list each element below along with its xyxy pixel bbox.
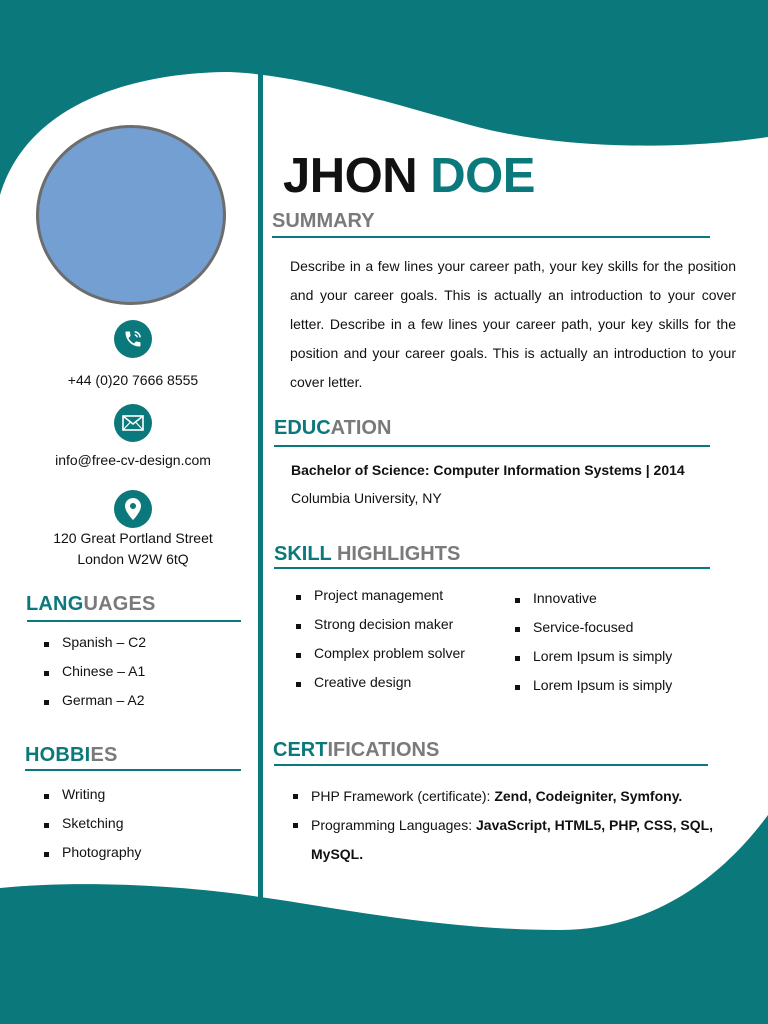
list-item: Creative design bbox=[296, 674, 465, 703]
list-item: Photography bbox=[44, 844, 141, 873]
hobbies-heading-accent: HOBBI bbox=[25, 744, 91, 766]
cert-value: Zend, Codeigniter, Symfony. bbox=[494, 788, 683, 804]
full-name bbox=[283, 146, 535, 206]
envelope-icon bbox=[114, 404, 152, 442]
education-school: Columbia University, NY bbox=[291, 490, 442, 506]
skills-rule bbox=[274, 567, 710, 569]
list-item: Spanish – C2 bbox=[44, 634, 146, 663]
first-name: JHON bbox=[283, 149, 418, 203]
skills-heading-rest: HIGHLIGHTS bbox=[331, 543, 461, 565]
education-heading bbox=[274, 417, 391, 440]
summary-text: Describe in a few lines your career path, your key skills for the position and your career goals. This is actually an introduction to your cover letter. Describe in a few lines your career path, your key skills for the position and your career goals. This is actually an introduction to your cover letter. bbox=[290, 258, 736, 390]
languages-heading bbox=[26, 593, 156, 616]
languages-heading-accent: LANG bbox=[26, 593, 84, 615]
languages-list bbox=[44, 634, 146, 721]
list-item: Writing bbox=[44, 786, 141, 815]
list-item: Lorem Ipsum is simply bbox=[515, 677, 672, 706]
education-heading-rest: ATION bbox=[330, 417, 392, 439]
education-heading-accent: EDUC bbox=[274, 417, 331, 439]
list-item: Project management bbox=[296, 587, 465, 616]
hobbies-rule bbox=[25, 769, 241, 771]
phone-icon bbox=[114, 320, 152, 358]
education-rule bbox=[274, 445, 710, 447]
list-item: Complex problem solver bbox=[296, 645, 465, 674]
summary-rule bbox=[272, 236, 710, 238]
address-line-2: London W2W 6tQ bbox=[77, 551, 189, 567]
cert-value: JavaScript, HTML5, PHP, CSS, SQL, MySQL. bbox=[311, 817, 714, 862]
summary-heading: SUMMARY bbox=[272, 210, 375, 232]
certifications-rule bbox=[274, 764, 708, 766]
list-item: Sketching bbox=[44, 815, 141, 844]
list-item: Chinese – A1 bbox=[44, 663, 146, 692]
phone-number: +44 (0)20 7666 8555 bbox=[67, 372, 199, 388]
list-item: Service-focused bbox=[515, 619, 672, 648]
vertical-divider bbox=[258, 72, 263, 898]
skills-list-left bbox=[296, 587, 465, 703]
location-pin-icon bbox=[114, 490, 152, 528]
cert-label: PHP Framework (certificate): bbox=[311, 788, 495, 804]
certifications-heading bbox=[273, 739, 439, 762]
skills-heading bbox=[274, 543, 460, 566]
skills-list-right bbox=[515, 590, 672, 706]
last-name: DOE bbox=[430, 149, 535, 203]
list-item: Innovative bbox=[515, 590, 672, 619]
skills-heading-accent: SKILL bbox=[274, 543, 332, 565]
languages-heading-rest: UAGES bbox=[83, 593, 156, 615]
certifications-heading-rest: IFICATIONS bbox=[327, 739, 440, 761]
address-line-1: 120 Great Portland Street bbox=[53, 530, 213, 546]
languages-rule bbox=[27, 620, 241, 622]
education-degree: Bachelor of Science: Computer Information Systems | 2014 bbox=[291, 462, 685, 478]
list-item bbox=[293, 811, 723, 869]
cert-label: Programming Languages: bbox=[311, 817, 476, 833]
profile-photo bbox=[36, 125, 226, 305]
hobbies-heading bbox=[25, 744, 118, 767]
certifications-list bbox=[293, 782, 723, 869]
list-item: Lorem Ipsum is simply bbox=[515, 648, 672, 677]
list-item bbox=[293, 782, 723, 811]
certifications-heading-accent: CERT bbox=[273, 739, 328, 761]
hobbies-heading-rest: ES bbox=[90, 744, 118, 766]
email-address: info@free-cv-design.com bbox=[55, 452, 211, 468]
hobbies-list bbox=[44, 786, 141, 873]
list-item: German – A2 bbox=[44, 692, 146, 721]
list-item: Strong decision maker bbox=[296, 616, 465, 645]
